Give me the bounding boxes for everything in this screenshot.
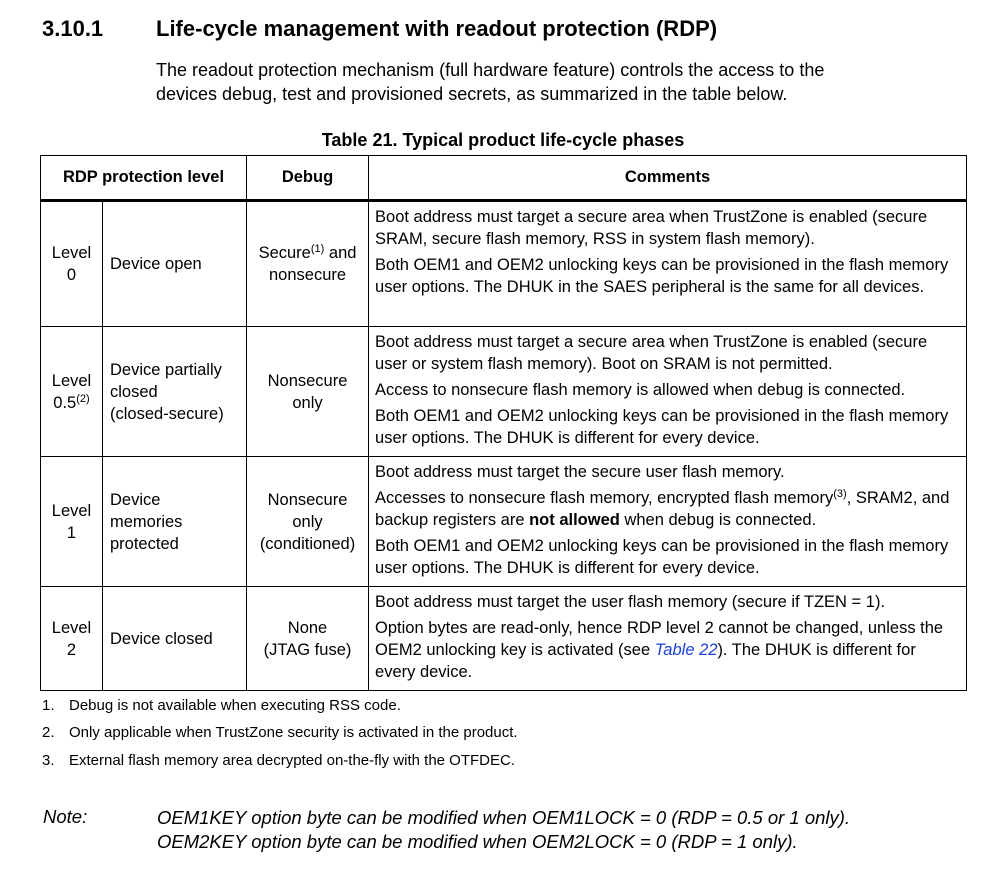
emphasis-text: not allowed [529,511,620,529]
section-number: 3.10.1 [42,16,104,41]
footnote [42,752,515,769]
comments-cell [369,457,967,587]
comment-paragraph: Both OEM1 and OEM2 unlocking keys can be provisioned in the flash memory user options. The DHUK is different for every device. [375,407,949,447]
footnote-ref: (1) [310,243,325,255]
description-cell [103,201,247,327]
comments-cell [369,587,967,691]
comment-paragraph: Both OEM1 and OEM2 unlocking keys can be provisioned in the flash memory user options. The DHUK in the SAES peripheral is the same for all devices. [375,256,949,296]
footnote-number: 1. [42,697,55,714]
debug-line: None [287,618,328,637]
debug-line: nonsecure [268,266,347,284]
header-comments: Comments [369,156,967,201]
comment-paragraph: Option bytes are read-only, hence RDP level 2 cannot be changed, unless the OEM2 unlocking key is activated (see Table 22). The DHUK is different for every device. [375,619,944,681]
intro-paragraph [156,58,956,106]
note-line: OEM1KEY option byte can be modified when OEM1LOCK = 0 (RDP = 0.5 or 1 only). [157,807,851,828]
table-row [41,587,967,691]
comment-paragraph: Boot address must target the user flash memory (secure if TZEN = 1). [375,593,886,611]
footnote-text: External flash memory area decrypted on-the-fly with the OTFDEC. [69,752,516,769]
debug-cell [247,457,369,587]
lifecycle-table [40,155,967,691]
comment-paragraph: Accesses to nonsecure flash memory, encrypted flash memory$^{(3)}$, SRAM2, and backup registers are not allowed when debug is connected. [375,488,950,529]
table-row [41,201,967,327]
description-line: closed [110,382,158,401]
level-cell [41,327,103,457]
footnote-number: 3. [42,752,55,769]
debug-cell [247,327,369,457]
debug-line: Secure$^{(1)}$ and [258,243,357,262]
level-value: 2 [66,640,77,659]
debug-cell [247,201,369,327]
footnote-number: 2. [42,724,55,741]
description-line: Device partially [110,360,222,379]
comment-paragraph: Boot address must target the secure user flash memory. [375,463,785,481]
table-row [41,457,967,587]
description-cell [103,587,247,691]
table-row [41,327,967,457]
header-rdp-level: RDP protection level [41,156,247,201]
level-label: Level [51,618,92,637]
level-value: 0.5$^{(2)}$ [53,392,90,412]
debug-line: (conditioned) [259,534,356,553]
debug-line: (JTAG fuse) [263,640,352,659]
footnote [42,724,518,741]
note-label: Note: [43,806,88,827]
level-label: Level [51,244,92,262]
description-line: memories [110,512,183,531]
table-caption: Table 21. Typical product life-cycle phases [321,130,685,150]
debug-line: Nonsecure [267,371,348,390]
comment-paragraph: Both OEM1 and OEM2 unlocking keys can be provisioned in the flash memory user options. The DHUK is different for every device. [375,537,949,577]
footnote-text: Only applicable when TrustZone security is activated in the product. [69,724,518,741]
footnote [42,697,401,714]
header-debug: Debug [247,156,369,201]
footnote-text: Debug is not available when executing RSS code. [69,697,401,714]
comment-paragraph: Boot address must target a secure area when TrustZone is enabled (secure user or system flash memory). Boot on SRAM is not permitted. [375,333,928,373]
description-line: (closed-secure) [110,404,224,423]
intro-line: The readout protection mechanism (full hardware feature) controls the access to the [156,60,825,80]
footnote-ref: (2) [76,392,90,405]
comments-cell [369,327,967,457]
footnote-ref: (3) [833,488,847,500]
section-title: Life-cycle management with readout protection (RDP) [156,16,718,41]
debug-line: Nonsecure [267,490,348,509]
description-line: Device [110,490,161,509]
comment-paragraph: Boot address must target a secure area when TrustZone is enabled (secure SRAM, secure flash memory, RSS in system flash memory). [375,208,928,248]
description-line: Device open [110,255,202,273]
level-cell [41,587,103,691]
description-line: protected [110,534,179,553]
debug-cell [247,587,369,691]
level-label: Level [51,501,92,520]
intro-line: devices debug, test and provisioned secrets, as summarized in the table below. [156,84,788,104]
level-value: 0 [66,266,77,284]
level-cell [41,201,103,327]
table-header-row [41,156,967,201]
debug-line: only [292,512,323,531]
note-text [157,806,850,854]
debug-line: only [292,393,323,412]
comment-paragraph: Access to nonsecure flash memory is allowed when debug is connected. [375,381,906,399]
description-cell [103,457,247,587]
table-22-link[interactable]: Table 22 [654,641,718,659]
level-value: 1 [66,523,77,542]
comments-cell [369,201,967,327]
note-line: OEM2KEY option byte can be modified when OEM2LOCK = 0 (RDP = 1 only). [157,831,798,852]
level-label: Level [51,371,92,390]
description-line: Device closed [110,629,213,648]
level-cell [41,457,103,587]
description-cell [103,327,247,457]
